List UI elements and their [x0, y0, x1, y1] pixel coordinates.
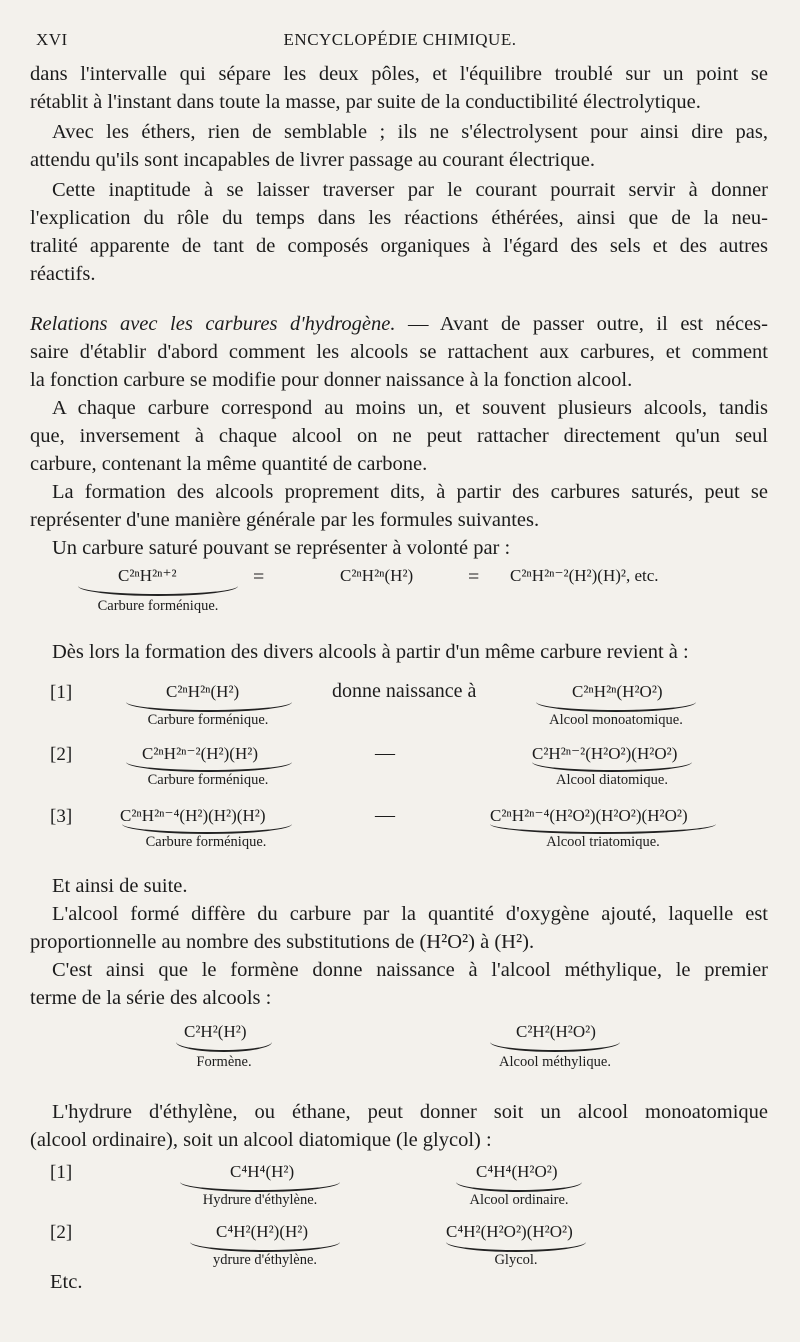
text-line: L'alcool formé diffère du carbure par la quantité d'oxygène ajouté, laquelle est — [52, 903, 768, 925]
section-first-line — [30, 310, 768, 338]
equation-number: [2] — [50, 1222, 73, 1243]
formula: C²ⁿH²ⁿ⁻⁴(H²O²)(H²O²)(H²O²) — [490, 806, 688, 825]
equals-sign: = — [253, 566, 265, 588]
text-line: Et ainsi de suite. — [52, 875, 188, 897]
formula: C⁴H⁴(H²) — [230, 1162, 295, 1181]
formula: C²ⁿH²ⁿ(H²) — [340, 566, 414, 585]
text-line: représenter d'une manière générale par les formules suivantes. — [30, 509, 540, 531]
connector-text: — — [375, 804, 395, 826]
formula-label: Alcool triatomique. — [546, 834, 660, 850]
formula: C⁴H²(H²O²)(H²O²) — [446, 1222, 573, 1241]
text-line: Cette inaptitude à se laisser traverser par le courant pourrait servir à donner — [52, 179, 768, 201]
equation-number: [1] — [50, 1162, 73, 1183]
formula: C⁴H⁴(H²O²) — [476, 1162, 558, 1181]
text-line: A chaque carbure correspond au moins un, et souvent plusieurs alcools, tandis — [52, 397, 768, 419]
text-line: Dès lors la formation des divers alcools à partir d'un même carbure revient à : — [52, 641, 689, 663]
text-line: Avec les éthers, rien de semblable ; ils ne s'électrolysent pour ainsi dire pas, — [52, 121, 768, 143]
text-line: que, inversement à chaque alcool on ne peut rattacher directement qu'un seul — [30, 425, 768, 447]
formula: C²ⁿH²ⁿ⁻²(H²)(H²) — [142, 744, 258, 763]
text-line: saire d'établir d'abord comment les alcools se rattachent aux carbures, et comment — [30, 341, 768, 363]
formula-label: Alcool méthylique. — [499, 1054, 611, 1070]
formula-label: Alcool ordinaire. — [469, 1192, 569, 1208]
formula-label: Carbure forménique. — [97, 598, 219, 614]
formula: C²H²(H²O²) — [516, 1022, 596, 1041]
text-line: attendu qu'ils sont incapables de livrer passage au courant électrique. — [30, 149, 595, 171]
underbrace — [78, 584, 238, 596]
underbrace — [176, 1040, 272, 1052]
equation-number: [3] — [50, 806, 73, 827]
connector-text: donne naissance à — [332, 680, 477, 702]
formula-label: Formène. — [196, 1054, 252, 1070]
formula-label: Carbure forménique. — [147, 712, 269, 728]
formula: C⁴H²(H²)(H²) — [216, 1222, 309, 1241]
formula-label: Glycol. — [494, 1252, 538, 1268]
underbrace — [180, 1180, 340, 1192]
page-number: XVI — [36, 30, 68, 49]
text-line: carbure, contenant la même quantité de carbone. — [30, 453, 428, 475]
formula: C²ⁿH²ⁿ⁻⁴(H²)(H²)(H²) — [120, 806, 266, 825]
formula: C²H²ⁿ⁻²(H²O²)(H²O²) — [532, 744, 678, 763]
formula: C²H²(H²) — [184, 1022, 247, 1041]
underbrace — [190, 1240, 340, 1252]
formula-label: Carbure forménique. — [145, 834, 267, 850]
underbrace — [490, 822, 716, 834]
underbrace — [446, 1240, 586, 1252]
formula: C²ⁿH²ⁿ(H²) — [166, 682, 240, 701]
formula-label: Carbure forménique. — [147, 772, 269, 788]
text-line: rétablit à l'instant dans toute la masse, par suite de la conductibilité électrolytique. — [30, 91, 701, 113]
text-line: La formation des alcools proprement dits, à partir des carbures saturés, peut se — [52, 481, 768, 503]
text-line: terme de la série des alcools : — [30, 987, 272, 1009]
text-line: réactifs. — [30, 263, 96, 285]
text-line: proportionnelle au nombre des substitutions de (H²O²) à (H²). — [30, 931, 535, 953]
text-line: l'explication du rôle du temps dans les réactions éthérées, ainsi que de la neu- — [30, 207, 768, 229]
formula-label: Hydrure d'éthylène. — [202, 1192, 318, 1208]
underbrace — [490, 1040, 620, 1052]
equation-number: [2] — [50, 744, 73, 765]
underbrace — [126, 700, 292, 712]
equals-sign: = — [468, 566, 480, 588]
underbrace — [126, 760, 292, 772]
underbrace — [456, 1180, 582, 1192]
equation-number: [1] — [50, 682, 73, 703]
connector-text: — — [375, 742, 395, 764]
text-line: la fonction carbure se modifie pour donner naissance à la fonction alcool. — [30, 369, 633, 391]
text-line: dans l'intervalle qui sépare les deux pôles, et l'équilibre troublé sur un point se — [30, 63, 768, 85]
formula-label: ydrure d'éthylène. — [212, 1252, 318, 1268]
text-line: L'hydrure d'éthylène, ou éthane, peut donner soit un alcool monoatomique — [52, 1101, 768, 1123]
running-title: ENCYCLOPÉDIE CHIMIQUE. — [283, 30, 517, 49]
formula: C²ⁿH²ⁿ⁺² — [118, 566, 177, 585]
formula: C²ⁿH²ⁿ⁻²(H²)(H)², etc. — [510, 566, 659, 585]
text-line: — Avant de passer outre, il est néces- — [395, 313, 768, 335]
text-line: Etc. — [50, 1271, 83, 1293]
formula-label: Alcool diatomique. — [556, 772, 668, 788]
underbrace — [536, 700, 696, 712]
text-line: (alcool ordinaire), soit un alcool diatomique (le glycol) : — [30, 1129, 492, 1151]
section-title: Relations avec les carbures d'hydrogène. — [30, 313, 396, 335]
underbrace — [532, 760, 692, 772]
underbrace — [122, 822, 292, 834]
text-line: Un carbure saturé pouvant se représenter à volonté par : — [52, 537, 511, 559]
formula-label: Alcool monoatomique. — [549, 712, 683, 728]
text-line: tralité apparente de tant de composés organiques à l'égard des sels et des autres — [30, 235, 768, 257]
formula: C²ⁿH²ⁿ(H²O²) — [572, 682, 663, 701]
text-line: C'est ainsi que le formène donne naissance à l'alcool méthylique, le premier — [52, 959, 768, 981]
